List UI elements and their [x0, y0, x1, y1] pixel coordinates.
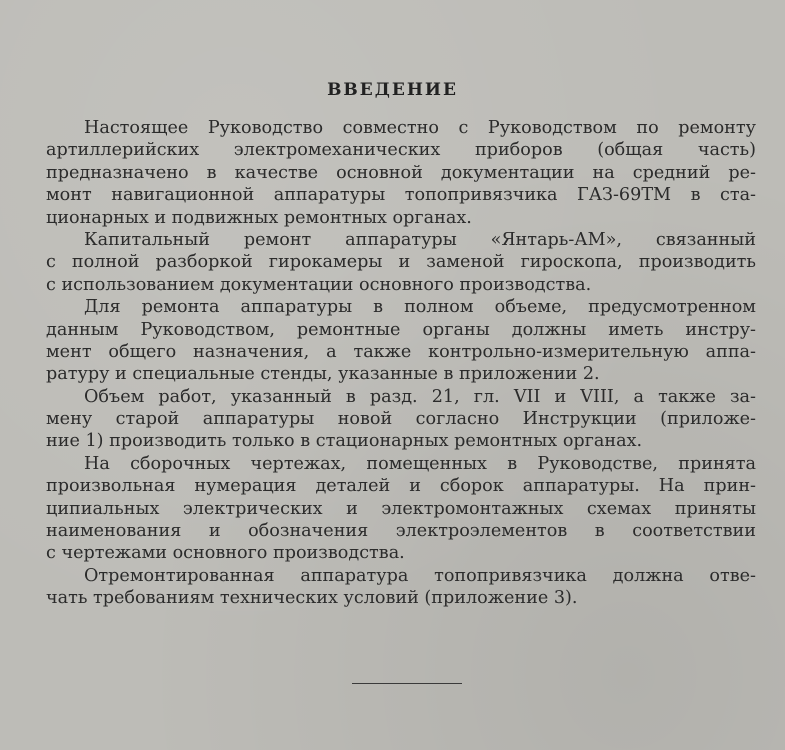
text-line: с чертежами основного производства.: [46, 543, 405, 564]
text-line: Объем работ, указанный в разд. 21, гл. VII и VIII, а также за-: [84, 386, 756, 407]
text-line: ционарных и подвижных ремонтных органах.: [46, 207, 472, 228]
text-line: данным Руководством, ремонтные органы должны иметь инстру-: [46, 319, 756, 340]
text-line: с полной разборкой гирокамеры и заменой гироскопа, производить: [46, 252, 756, 273]
body-text: [46, 117, 756, 610]
text-line: Для ремонта аппаратуры в полном объеме, предусмотренном: [84, 297, 756, 318]
text-line: Отремонтированная аппаратура топопривязчика должна отве-: [84, 565, 756, 586]
text-line: предназначено в качестве основной документации на средний ре-: [46, 162, 756, 183]
text-line: На сборочных чертежах, помещенных в Руководстве, принята: [84, 453, 756, 474]
text-line: мент общего назначения, а также контрольно-измерительную аппа-: [46, 341, 756, 362]
footer-rule: [352, 683, 462, 684]
text-line: артиллерийских электромеханических приборов (общая часть): [46, 140, 756, 161]
text-line: Капитальный ремонт аппаратуры «Янтарь-АМ», связанный: [84, 229, 756, 250]
text-line: Настоящее Руководство совместно с Руководством по ремонту: [84, 118, 756, 138]
text-line: с использованием документации основного производства.: [46, 274, 592, 295]
text-line: наименования и обозначения электроэлементов в соответствии: [46, 521, 756, 542]
page-title: ВВЕДЕНИЕ: [327, 80, 458, 100]
text-line: чать требованиям технических условий (приложение 3).: [46, 588, 578, 609]
text-line: произвольная нумерация деталей и сборок аппаратуры. На прин-: [46, 476, 756, 497]
text-line: ние 1) производить только в стационарных ремонтных органах.: [46, 431, 643, 452]
text-line: мену старой аппаратуры новой согласно Инструкции (приложе-: [46, 409, 756, 430]
text-line: ратуру и специальные стенды, указанные в приложении 2.: [46, 364, 600, 385]
text-line: ципиальных электрических и электромонтажных схемах приняты: [46, 498, 756, 519]
text-line: монт навигационной аппаратуры топопривязчика ГАЗ-69ТМ в ста-: [46, 185, 756, 206]
